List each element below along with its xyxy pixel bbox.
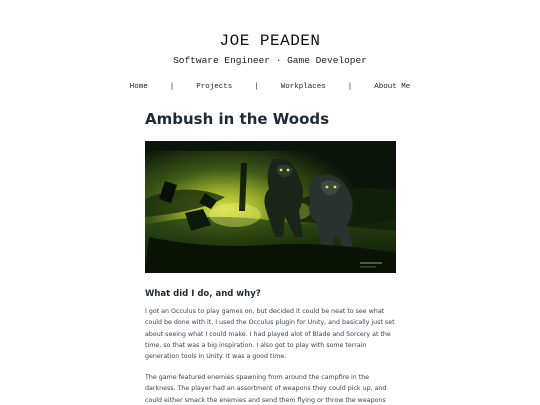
post-title: Ambush in the Woods	[145, 110, 330, 128]
paragraph: The game featured enemies spawning from around the campfire in the darkness. The player had an assortment of weapons they could pick up, and could either smack the enemies and send them flying or throw the weapons	[145, 374, 387, 404]
hero-screenshot	[145, 141, 396, 273]
nav-workplaces-link[interactable]: Workplaces	[280, 83, 326, 91]
site-title: JOE PEADEN	[219, 32, 321, 50]
site-subtitle: Software Engineer · Game Developer	[173, 55, 367, 66]
nav-separator: |	[254, 83, 259, 91]
nav-projects-link[interactable]: Projects	[196, 83, 233, 91]
section-heading: What did I do, and why?	[145, 289, 261, 299]
nav-separator: |	[347, 83, 353, 91]
nav-home-link[interactable]: Home	[129, 83, 148, 91]
nav-about-me-link[interactable]: About Me	[374, 83, 411, 91]
nav-separator: |	[169, 83, 175, 91]
game-scene-illustration	[145, 141, 396, 273]
main-nav	[0, 83, 540, 91]
paragraph: I got an Occulus to play games on, but decided it could be neat to see what could be done with it. I used the Occulus plugin for Unity, and basically just set about seeing what I could make. I had played alot of Blade and Sorcery at the time, so that was a big inspiration. I also got to play with some terrain generation tools in Unity. It was a good time.	[145, 308, 395, 361]
